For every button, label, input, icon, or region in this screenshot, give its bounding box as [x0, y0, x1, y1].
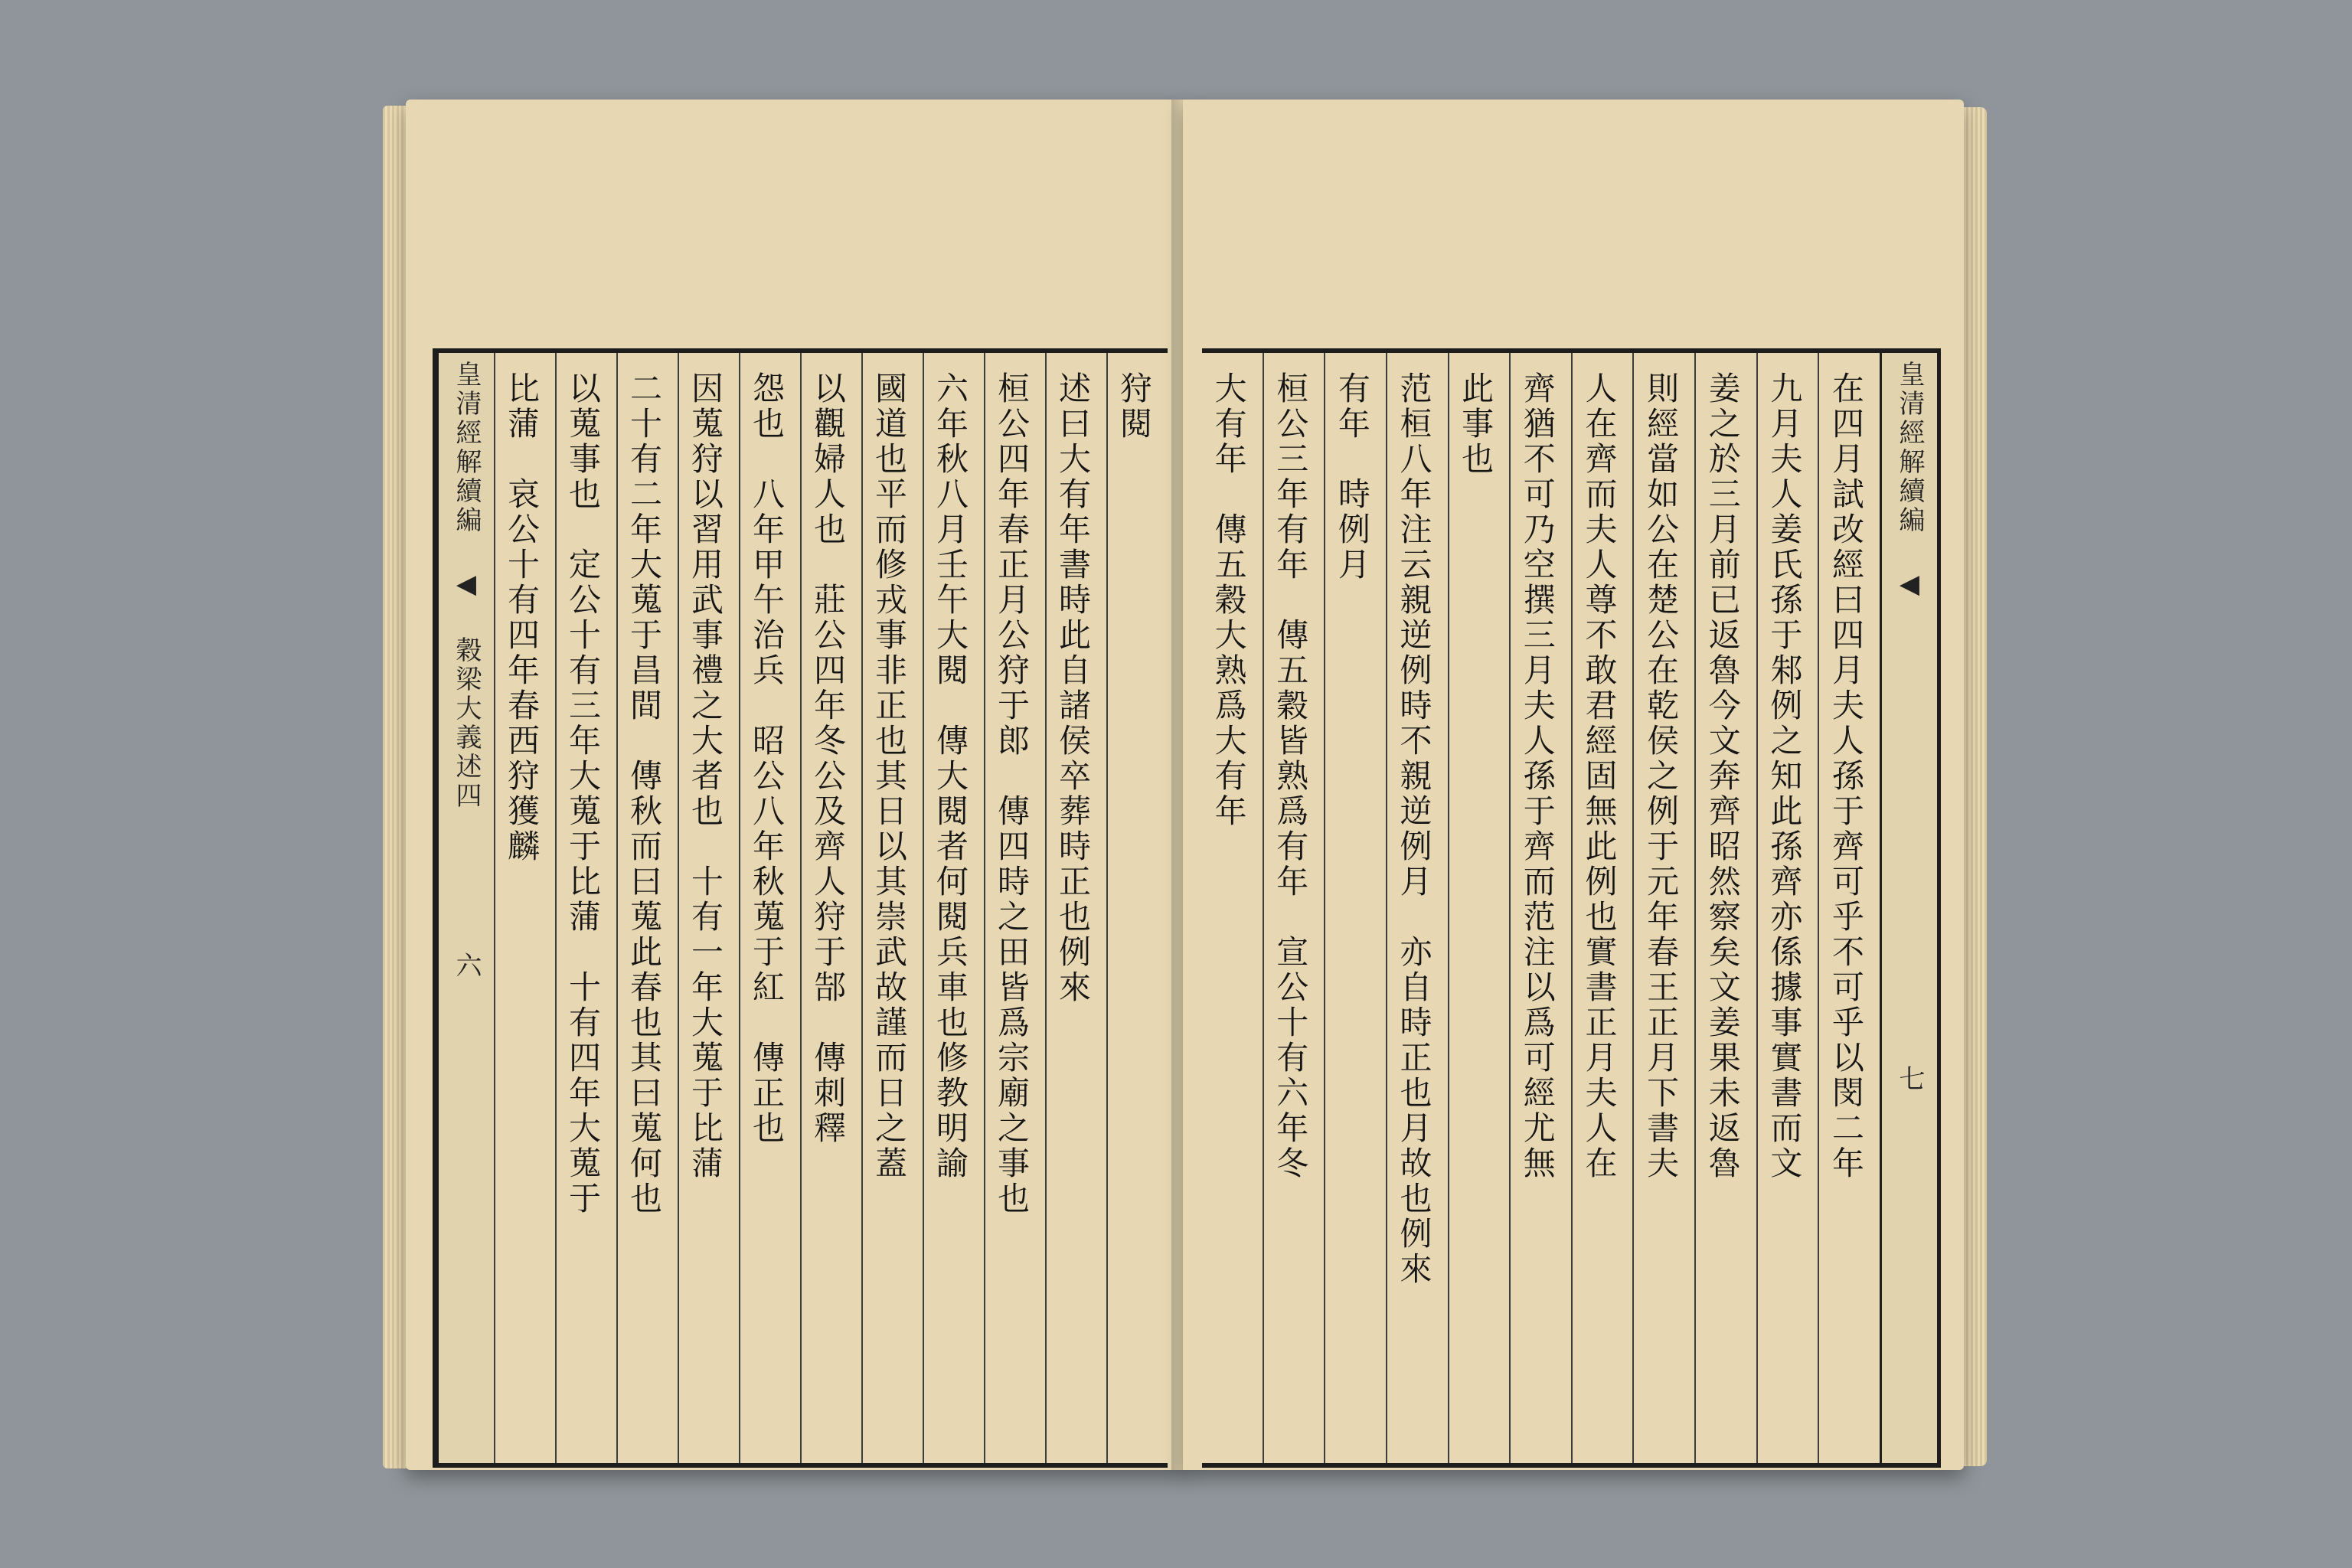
text-column: 九月夫人姜氏孫于邾例之知此孫齊亦係據事實書而文 — [1756, 353, 1818, 1463]
open-book — [383, 100, 1998, 1478]
left-page-frame — [433, 348, 1168, 1468]
text-column: 有年 時例月 — [1324, 353, 1386, 1463]
page-number: 六 — [451, 952, 482, 981]
text-column: 范桓八年注云親逆例時不親逆例月 亦自時正也月故也例來 — [1386, 353, 1448, 1463]
right-page-frame — [1202, 348, 1941, 1468]
text-column: 此事也 — [1448, 353, 1510, 1463]
text-column: 大有年 傳五穀大熟爲大有年 — [1210, 371, 1248, 829]
text-column: 怨也 八年甲午治兵 昭公八年秋蒐于紅 傳正也 — [739, 353, 800, 1463]
text-column: 桓公四年春正月公狩于郎 傳四時之田皆爲宗廟之事也 — [984, 353, 1045, 1463]
series-title: 皇清經解續編 — [451, 361, 482, 535]
text-column: 狩閱 — [1106, 353, 1168, 1463]
text-column: 因蒐狩以習用武事禮之大者也 十有一年大蒐于比蒲 — [678, 353, 739, 1463]
page-margin-column — [1880, 353, 1937, 1463]
left-page — [406, 100, 1187, 1470]
right-text-columns — [1202, 353, 1937, 1463]
series-title: 皇清經解續編 — [1894, 361, 1925, 535]
text-column: 國道也平而修戎事非正也其日以其崇武故謹而日之蓋 — [861, 353, 923, 1463]
text-column: 以觀婦人也 莊公四年冬公及齊人狩于郜 傳刺釋 — [800, 353, 861, 1463]
text-column: 二十有二年大蒐于昌間 傳秋而曰蒐此春也其曰蒐何也 — [616, 353, 678, 1463]
text-column: 姜之於三月前已返魯今文奔齊昭然察矣文姜果未返魯 — [1694, 353, 1756, 1463]
text-column: 齊猶不可乃空撰三月夫人孫于齊而范注以爲可經尤無 — [1509, 353, 1571, 1463]
text-column: 則經當如公在楚公在乾侯之例于元年春王正月下書夫 — [1632, 353, 1694, 1463]
text-column: 人在齊而夫人尊不敢君經固無此例也實書正月夫人在 — [1571, 353, 1633, 1463]
text-column: 比蒲 哀公十有四年春西狩獲麟 — [494, 353, 555, 1463]
fish-tail-mark: ◀ — [1894, 569, 1925, 603]
text-column: 以蒐事也 定公十有三年大蒐于比蒲 十有四年大蒐于 — [555, 353, 616, 1463]
text-column: 桓公三年有年 傳五穀皆熟爲有年 宣公十有六年冬 — [1263, 353, 1325, 1463]
page-number: 七 — [1894, 1065, 1925, 1094]
text-column: 述曰大有年書時此自諸侯卒葬時正也例來 — [1045, 353, 1106, 1463]
left-text-columns — [436, 353, 1168, 1463]
text-column: 六年秋八月壬午大閱 傳大閱者何閱兵車也修教明諭 — [923, 353, 984, 1463]
book-title: 穀梁大義述四 — [451, 636, 482, 811]
text-column: 在四月試改經曰四月夫人孫于齊可乎不可乎以閔二年 — [1818, 353, 1880, 1463]
page-margin-column — [436, 353, 494, 1463]
fish-tail-mark: ◀ — [451, 569, 482, 603]
right-page — [1183, 100, 1964, 1470]
